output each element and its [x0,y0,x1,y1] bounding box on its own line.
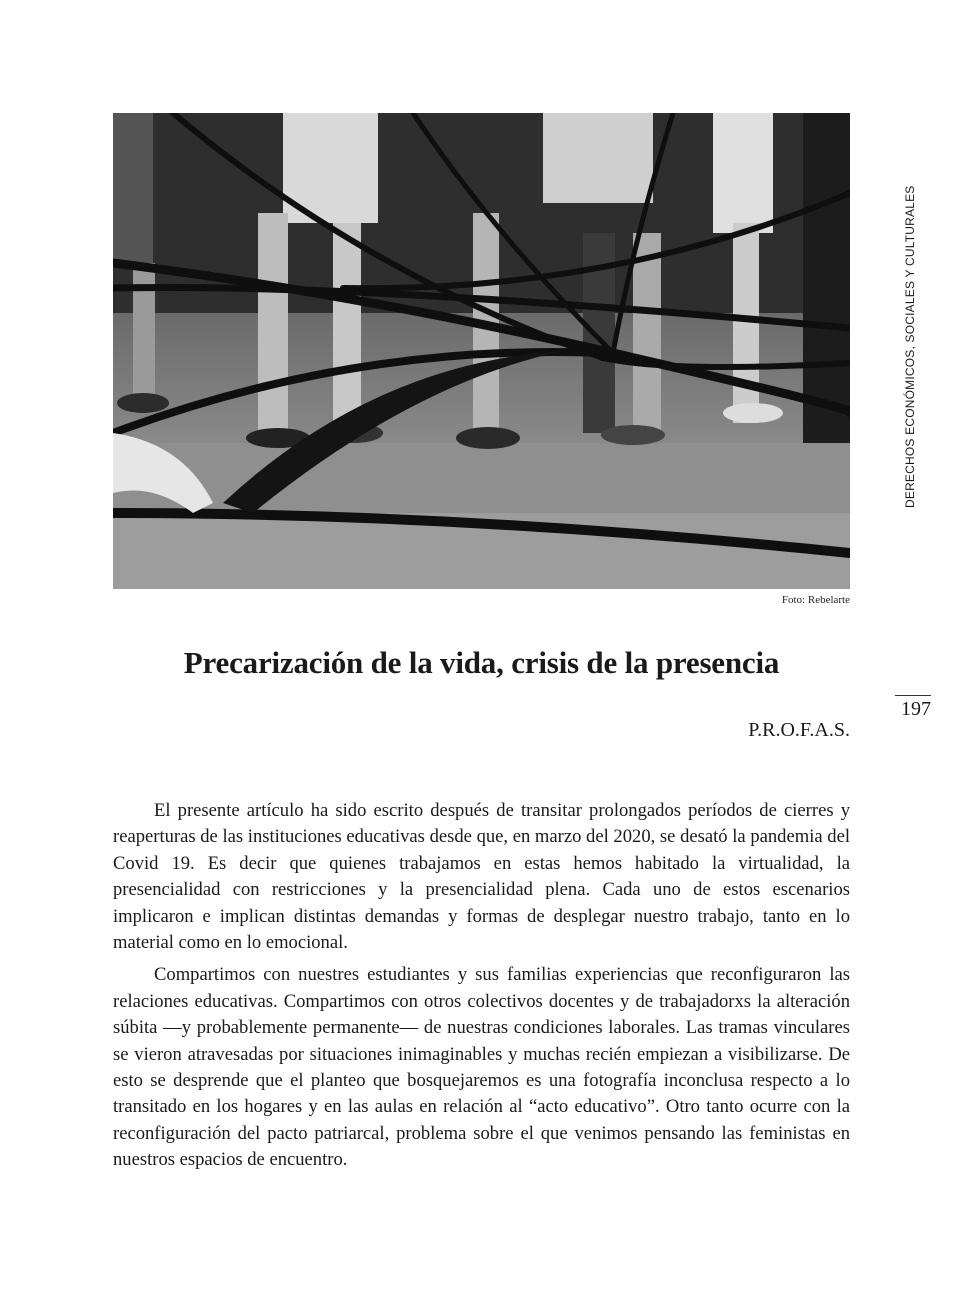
article-body [113,798,850,1180]
page-number: 197 [895,695,931,721]
photo-illustration [113,113,850,589]
paragraph: Compartimos con nuestres estudiantes y sus familias experiencias que reconfiguraron las relaciones educativas. Compartimos con otros colectivos docentes y de trabajadorxs la alteración súbita —y probablemente permanente— de nuestras condiciones laborales. Las tramas vinculares se vieron atravesadas por situaciones inimaginables y muchas recién empiezan a visibilizarse. De esto se desprende que el planteo que bosquejaremos es una fotografía inconclusa respecto a lo transitado en los hogares y en las aulas en relación al “acto educativo”. Otro tanto ocurre con la reconfiguración del pacto patriarcal, problema sobre el que venimos pensando las feministas en nuestros espacios de encuentro. [113,964,850,1171]
article-author: P.R.O.F.A.S. [748,719,850,741]
section-label: DERECHOS ECONÓMICOS, SOCIALES Y CULTURALES [903,185,917,508]
cover-photo [113,113,850,589]
paragraph: El presente artículo ha sido escrito después de transitar prolongados períodos de cierres y reaperturas de las instituciones educativas desde que, en marzo del 2020, se desató la pandemia del Covid 19. Es decir que quienes trabajamos en estas hemos habitado la virtualidad, la presencialidad con restricciones y la presencialidad plena. Cada uno de estos escenarios implicaron e implican distintas demandas y formas de desplegar nuestro trabajo, tanto en lo material como en lo emocional. [113,800,850,954]
photo-credit: Foto: Rebelarte [781,594,850,606]
article-title: Precarización de la vida, crisis de la presencia [183,645,780,680]
